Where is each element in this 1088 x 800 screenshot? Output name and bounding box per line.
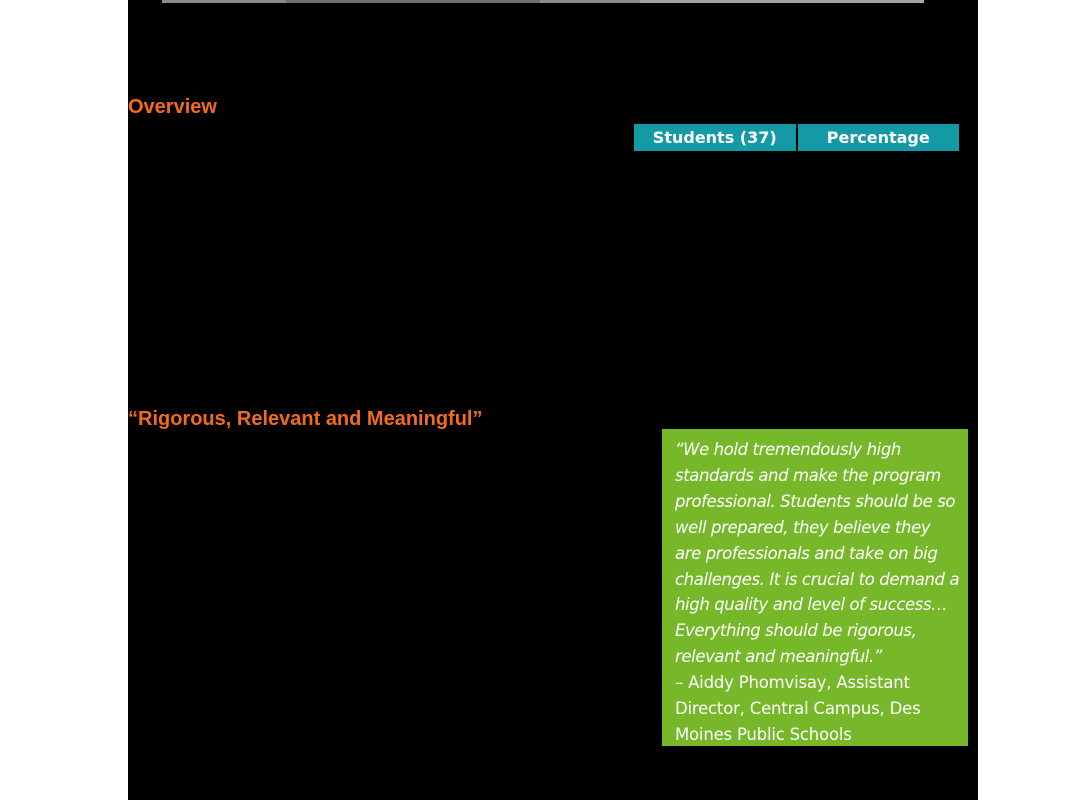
top-rule-segment — [286, 0, 540, 3]
quote-attribution: – Aiddy Phomvisay, Assistant Director, Central Campus, Des Moines Public Schools — [675, 673, 921, 744]
top-rule-segment — [540, 0, 640, 3]
top-rule-segment — [640, 0, 924, 3]
stats-table-header — [634, 124, 959, 151]
students-column-header: Students (37) — [634, 124, 796, 151]
top-rule-segment — [162, 0, 286, 3]
quote-text: “We hold tremendously high standards and make the program professional. Students should be so well prepared, they believe they are professionals and take on big challenges. It is crucial to demand a high quality and level of success…Everything should be rigorous, relevant and meaningful.” — [675, 440, 960, 667]
percentage-column-header: Percentage — [798, 124, 960, 151]
overview-heading: Overview — [128, 96, 217, 118]
pull-quote-box — [662, 429, 968, 746]
rigorous-heading: “Rigorous, Relevant and Meaningful” — [128, 408, 483, 430]
